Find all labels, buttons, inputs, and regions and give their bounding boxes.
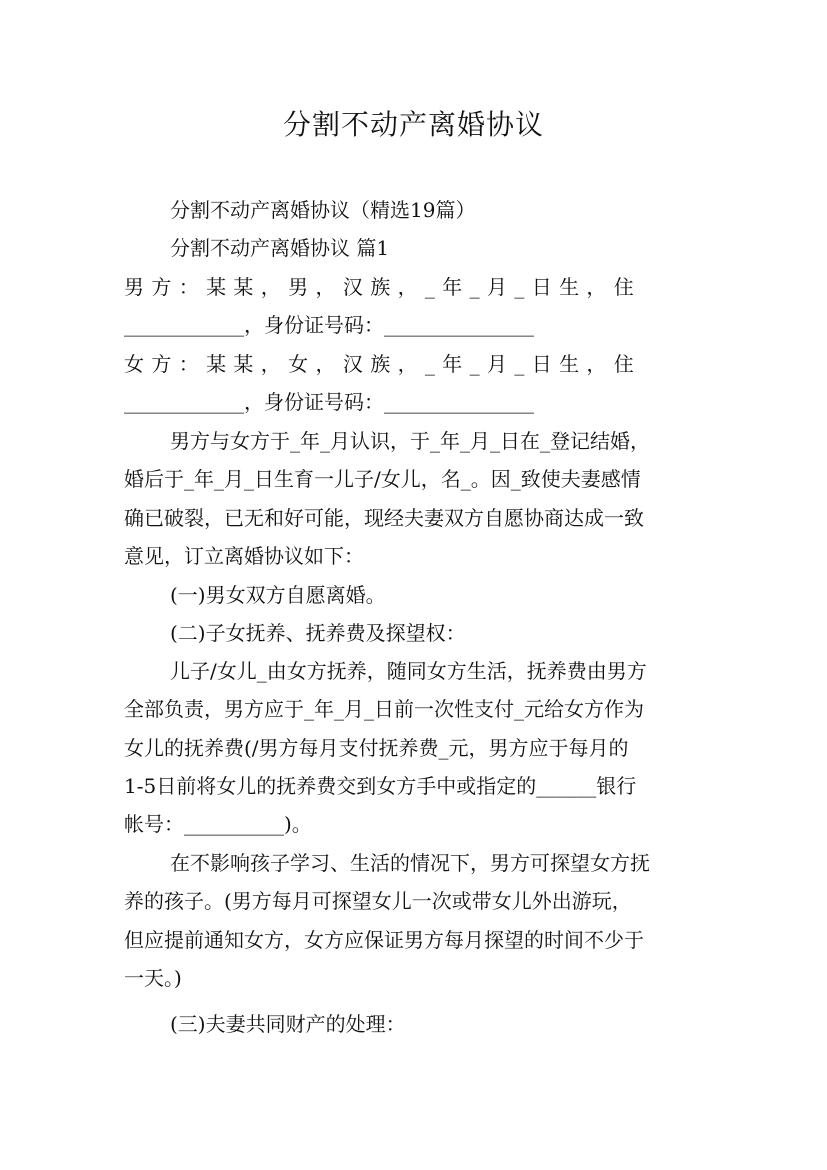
paragraph-line: 帐号：__________)。	[124, 812, 312, 837]
paragraph-line: 一天。)	[124, 965, 182, 990]
paragraph-line: 全部负责，男方应于_年_月_日前一次性支付_元给女方作为	[124, 697, 644, 722]
clause-2	[124, 614, 704, 652]
section-heading: 分割不动产离婚协议 篇1	[170, 236, 390, 261]
paragraph-child-support	[124, 652, 704, 843]
husband-info-line-1: 男 方 ： 某 某 ， 男 ， 汉 族 ， _ 年 _ 月 _ 日 生 ， 住	[124, 275, 635, 299]
clause-3	[124, 1005, 704, 1043]
clause-2-text: (二)子女抚养、抚养费及探望权：	[170, 621, 466, 645]
clause-3-text: (三)夫妻共同财产的处理：	[170, 1012, 406, 1036]
husband-info-line-2: ____________，身份证号码：_______________	[124, 313, 534, 338]
paragraph-line: 但应提前通知女方，女方应保证男方每月探望的时间不少于	[124, 927, 644, 952]
wife-info	[124, 345, 704, 422]
paragraph-line: 女儿的抚养费(/男方每月支付抚养费_元，男方应于每月的	[124, 735, 629, 760]
paragraph-line: 意见，订立离婚协议如下：	[124, 543, 364, 568]
paragraph-line: 养的孩子。(男方每月可探望女儿一次或带女儿外出游玩，	[124, 889, 632, 914]
subtitle: 分割不动产离婚协议（精选19篇）	[170, 198, 476, 222]
clause-1-text: (一)男女双方自愿离婚。	[170, 583, 386, 607]
wife-info-line-1: 女 方 ： 某 某 ， 女 ， 汉 族 ， _ 年 _ 月 _ 日 生 ， 住	[124, 352, 635, 376]
wife-info-line-2: ____________，身份证号码：_______________	[124, 390, 534, 415]
paragraph-visitation	[124, 844, 704, 997]
paragraph-line: 男方与女方于_年_月认识，于_年_月_日在_登记结婚，	[170, 429, 650, 453]
intro-block	[124, 191, 704, 268]
document-title: 分割不动产离婚协议	[282, 108, 544, 141]
paragraph-marriage-background	[124, 422, 704, 575]
husband-info	[124, 268, 704, 345]
paragraph-line: 婚后于_年_月_日生育一儿子/女儿，名_。因_致使夫妻感情	[124, 467, 641, 492]
clause-1	[124, 576, 704, 614]
paragraph-line: 儿子/女儿_由女方抚养，随同女方生活，抚养费由男方	[170, 659, 647, 683]
paragraph-line: 确已破裂，已无和好可能，现经夫妻双方自愿协商达成一致	[124, 505, 644, 530]
paragraph-line: 在不影响孩子学习、生活的情况下，男方可探望女方抚	[170, 851, 650, 875]
paragraph-line: 1-5日前将女儿的抚养费交到女方手中或指定的______银行	[124, 773, 637, 798]
